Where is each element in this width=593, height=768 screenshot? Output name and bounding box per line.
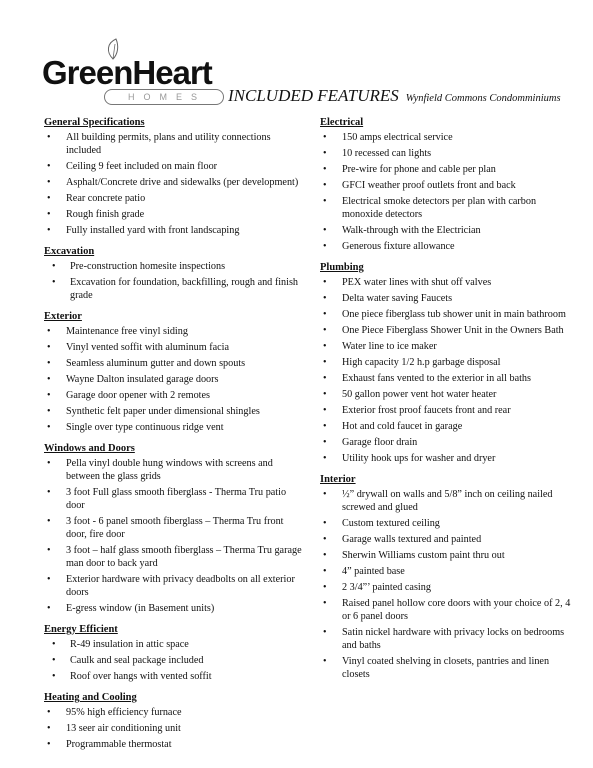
list-item: • 4” painted base (320, 565, 572, 578)
list-item: • 3 foot - 6 panel smooth fiberglass – Therma Tru front door, fire door (44, 515, 306, 541)
list-item: • Garage floor drain (320, 436, 572, 449)
list-item: • Exhaust fans vented to the exterior in all baths (320, 372, 572, 385)
section-electrical (320, 116, 572, 253)
list-item: • ½” drywall on walls and 5/8” inch on ceiling nailed screwed and glued (320, 488, 572, 514)
list-item: • Fully installed yard with front landscaping (44, 224, 306, 237)
section-general-specifications (44, 116, 306, 237)
right-column (320, 116, 572, 684)
list-item: • Synthetic felt paper under dimensional shingles (44, 405, 306, 418)
section-energy-efficient (44, 623, 306, 683)
page-title (228, 86, 561, 106)
section-exterior (44, 310, 306, 434)
list-item: • Pella vinyl double hung windows with screens and between the glass grids (44, 457, 306, 483)
section-title: General Specifications (44, 117, 145, 128)
logo-subtitle: HOMES (104, 89, 224, 105)
list-item: • 3 foot Full glass smooth fiberglass - Therma Tru patio door (44, 486, 306, 512)
list-item: • Utility hook ups for washer and dryer (320, 452, 572, 465)
section-title: Energy Efficient (44, 624, 118, 635)
list-item: • Vinyl coated shelving in closets, pantries and linen closets (320, 655, 572, 681)
list-item: • Satin nickel hardware with privacy locks on bedrooms and baths (320, 626, 572, 652)
list-item: • Exterior frost proof faucets front and rear (320, 404, 572, 417)
list-item: • 2 3/4”’ painted casing (320, 581, 572, 594)
list-item: • Caulk and seal package included (44, 654, 306, 667)
section-excavation (44, 245, 306, 302)
left-column (44, 116, 306, 754)
list-item: • 50 gallon power vent hot water heater (320, 388, 572, 401)
list-item: • 95% high efficiency furnace (44, 706, 306, 719)
list-item: • Custom textured ceiling (320, 517, 572, 530)
list-item: • E-gress window (in Basement units) (44, 602, 306, 615)
list-item: • Programmable thermostat (44, 738, 306, 751)
list-item: • Garage walls textured and painted (320, 533, 572, 546)
list-item: • Seamless aluminum gutter and down spouts (44, 357, 306, 370)
section-plumbing (320, 261, 572, 465)
list-item: • One Piece Fiberglass Shower Unit in the Owners Bath (320, 324, 572, 337)
list-item: • Water line to ice maker (320, 340, 572, 353)
list-item: • Single over type continuous ridge vent (44, 421, 306, 434)
list-item: • Exterior hardware with privacy deadbolts on all exterior doors (44, 573, 306, 599)
list-item: • 10 recessed can lights (320, 147, 572, 160)
list-item: • Wayne Dalton insulated garage doors (44, 373, 306, 386)
list-item: • All building permits, plans and utility connections included (44, 131, 306, 157)
list-item: • R-49 insulation in attic space (44, 638, 306, 651)
list-item: • Vinyl vented soffit with aluminum facia (44, 341, 306, 354)
list-item: • Electrical smoke detectors per plan with carbon monoxide detectors (320, 195, 572, 221)
section-title: Excavation (44, 246, 95, 257)
list-item: • Walk-through with the Electrician (320, 224, 572, 237)
section-title: Interior (320, 474, 356, 485)
list-item: • Raised panel hollow core doors with your choice of 2, 4 or 6 panel doors (320, 597, 572, 623)
list-item: • Excavation for foundation, backfilling, rough and finish grade (44, 276, 306, 302)
page-title-sub: Wynfield Commons Condomminiums (405, 93, 561, 104)
list-item: • Asphalt/Concrete drive and sidewalks (per development) (44, 176, 306, 189)
list-item: • 13 seer air conditioning unit (44, 722, 306, 735)
section-interior (320, 473, 572, 681)
list-item: • Rear concrete patio (44, 192, 306, 205)
list-item: • Generous fixture allowance (320, 240, 572, 253)
list-item: • 150 amps electrical service (320, 131, 572, 144)
list-item: • Garage door opener with 2 remotes (44, 389, 306, 402)
section-title: Plumbing (320, 262, 364, 273)
list-item: • Maintenance free vinyl siding (44, 325, 306, 338)
company-logo (42, 36, 242, 106)
logo-wordmark: GreenHeart (42, 54, 212, 91)
list-item: • GFCI weather proof outlets front and back (320, 179, 572, 192)
section-title: Windows and Doors (44, 443, 135, 454)
list-item: • Pre-construction homesite inspections (44, 260, 306, 273)
list-item: • Pre-wire for phone and cable per plan (320, 163, 572, 176)
section-windows-and-doors (44, 442, 306, 615)
list-item: • 3 foot – half glass smooth fiberglass – Therma Tru garage man door to back yard (44, 544, 306, 570)
list-item: • Sherwin Williams custom paint thru out (320, 549, 572, 562)
list-item: • One piece fiberglass tub shower unit in main bathroom (320, 308, 572, 321)
list-item: • Roof over hangs with vented soffit (44, 670, 306, 683)
section-title: Heating and Cooling (44, 692, 137, 703)
page-title-main: INCLUDED FEATURES (228, 86, 399, 105)
list-item: • Rough finish grade (44, 208, 306, 221)
list-item: • PEX water lines with shut off valves (320, 276, 572, 289)
section-heating-and-cooling (44, 691, 306, 751)
list-item: • Hot and cold faucet in garage (320, 420, 572, 433)
list-item: • Ceiling 9 feet included on main floor (44, 160, 306, 173)
list-item: • Delta water saving Faucets (320, 292, 572, 305)
list-item: • High capacity 1/2 h.p garbage disposal (320, 356, 572, 369)
section-title: Exterior (44, 311, 82, 322)
section-title: Electrical (320, 117, 364, 128)
